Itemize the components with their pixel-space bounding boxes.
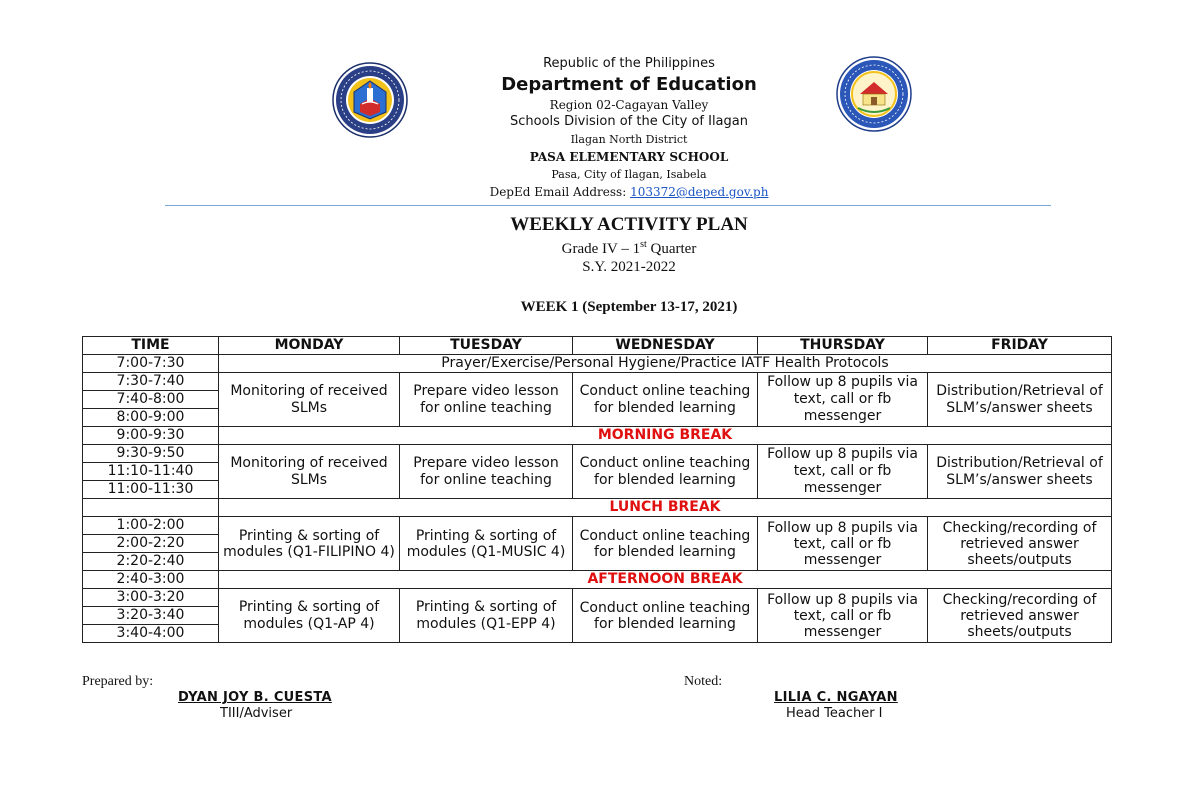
monday-activity: Monitoring of received SLMs xyxy=(219,445,400,499)
column-header: FRIDAY xyxy=(928,337,1112,355)
time-cell: 3:20-3:40 xyxy=(83,607,219,625)
table-row xyxy=(83,589,1112,607)
table-row xyxy=(83,445,1112,463)
time-cell: 8:00-9:00 xyxy=(83,409,219,427)
monday-activity: Printing & sorting of modules (Q1-AP 4) xyxy=(219,589,400,643)
friday-activity: Checking/recording of retrieved answer sheets/outputs xyxy=(928,517,1112,571)
column-header: WEDNESDAY xyxy=(573,337,758,355)
time-cell: 7:30-7:40 xyxy=(83,373,219,391)
time-cell: 2:20-2:40 xyxy=(83,553,219,571)
district-line: Ilagan North District xyxy=(570,133,688,146)
wednesday-activity: Conduct online teaching for blended learning xyxy=(573,373,758,427)
time-cell: 9:00-9:30 xyxy=(83,427,219,445)
school-year: S.Y. 2021-2022 xyxy=(582,259,676,275)
email-link[interactable]: 103372@deped.gov.ph xyxy=(630,185,769,199)
lunch-break-cell: LUNCH BREAK xyxy=(219,499,1112,517)
afternoon-break-cell: AFTERNOON BREAK xyxy=(219,571,1112,589)
time-cell: 3:40-4:00 xyxy=(83,625,219,643)
prepared-by-role: TIII/Adviser xyxy=(220,706,293,721)
thursday-activity: Follow up 8 pupils via text, call or fb messenger xyxy=(758,373,928,427)
table-row xyxy=(83,499,1112,517)
tuesday-activity: Printing & sorting of modules (Q1-MUSIC 4) xyxy=(400,517,573,571)
friday-activity: Checking/recording of retrieved answer sheets/outputs xyxy=(928,589,1112,643)
table-row xyxy=(83,517,1112,535)
column-header: TIME xyxy=(83,337,219,355)
activity-table xyxy=(82,336,1112,643)
email-line xyxy=(0,185,1200,199)
time-cell: 7:40-8:00 xyxy=(83,391,219,409)
friday-activity: Distribution/Retrieval of SLM’s/answer sheets xyxy=(928,445,1112,499)
table-row xyxy=(83,571,1112,589)
monday-activity: Monitoring of received SLMs xyxy=(219,373,400,427)
grade-ordinal: st xyxy=(640,239,647,250)
time-cell: 7:00-7:30 xyxy=(83,355,219,373)
thursday-activity: Follow up 8 pupils via text, call or fb messenger xyxy=(758,445,928,499)
time-cell: 1:00-2:00 xyxy=(83,517,219,535)
thursday-activity: Follow up 8 pupils via text, call or fb messenger xyxy=(758,517,928,571)
plan-title: WEEKLY ACTIVITY PLAN xyxy=(510,214,748,235)
thursday-activity: Follow up 8 pupils via text, call or fb messenger xyxy=(758,589,928,643)
noted-by-name: LILIA C. NGAYAN xyxy=(774,690,898,705)
wednesday-activity: Conduct online teaching for blended learning xyxy=(573,517,758,571)
prayer-cell: Prayer/Exercise/Personal Hygiene/Practice IATF Health Protocols xyxy=(219,355,1112,373)
tuesday-activity: Prepare video lesson for online teaching xyxy=(400,445,573,499)
prepared-by-label: Prepared by: xyxy=(82,674,154,689)
column-header: MONDAY xyxy=(219,337,400,355)
table-header-row xyxy=(83,337,1112,355)
time-cell xyxy=(83,499,219,517)
noted-label: Noted: xyxy=(684,674,723,689)
time-cell: 11:00-11:30 xyxy=(83,481,219,499)
table-row xyxy=(83,355,1112,373)
department-name: Department of Education xyxy=(501,74,757,95)
tuesday-activity: Printing & sorting of modules (Q1-EPP 4) xyxy=(400,589,573,643)
region-line: Region 02-Cagayan Valley xyxy=(549,98,709,112)
email-label: DepEd Email Address: xyxy=(489,185,631,199)
prepared-by-name: DYAN JOY B. CUESTA xyxy=(178,690,332,705)
column-header: TUESDAY xyxy=(400,337,573,355)
table-row xyxy=(83,373,1112,391)
table-row xyxy=(83,427,1112,445)
week-label: WEEK 1 (September 13-17, 2021) xyxy=(520,299,738,315)
header-divider xyxy=(165,205,1051,206)
time-cell: 2:00-2:20 xyxy=(83,535,219,553)
friday-activity: Distribution/Retrieval of SLM’s/answer sheets xyxy=(928,373,1112,427)
grade-quarter xyxy=(0,239,1200,258)
school-address: Pasa, City of Ilagan, Isabela xyxy=(551,168,707,181)
noted-by-role: Head Teacher I xyxy=(786,706,883,721)
republic-line: Republic of the Philippines xyxy=(543,56,715,71)
monday-activity: Printing & sorting of modules (Q1-FILIPINO 4) xyxy=(219,517,400,571)
wednesday-activity: Conduct online teaching for blended learning xyxy=(573,445,758,499)
time-cell: 11:10-11:40 xyxy=(83,463,219,481)
time-cell: 9:30-9:50 xyxy=(83,445,219,463)
grade-prefix: Grade IV – 1 xyxy=(561,241,641,257)
wednesday-activity: Conduct online teaching for blended learning xyxy=(573,589,758,643)
morning-break-cell: MORNING BREAK xyxy=(219,427,1112,445)
school-name: PASA ELEMENTARY SCHOOL xyxy=(529,150,729,164)
time-cell: 2:40-3:00 xyxy=(83,571,219,589)
time-cell: 3:00-3:20 xyxy=(83,589,219,607)
grade-suffix: Quarter xyxy=(646,241,697,257)
division-line: Schools Division of the City of Ilagan xyxy=(510,114,748,129)
column-header: THURSDAY xyxy=(758,337,928,355)
tuesday-activity: Prepare video lesson for online teaching xyxy=(400,373,573,427)
